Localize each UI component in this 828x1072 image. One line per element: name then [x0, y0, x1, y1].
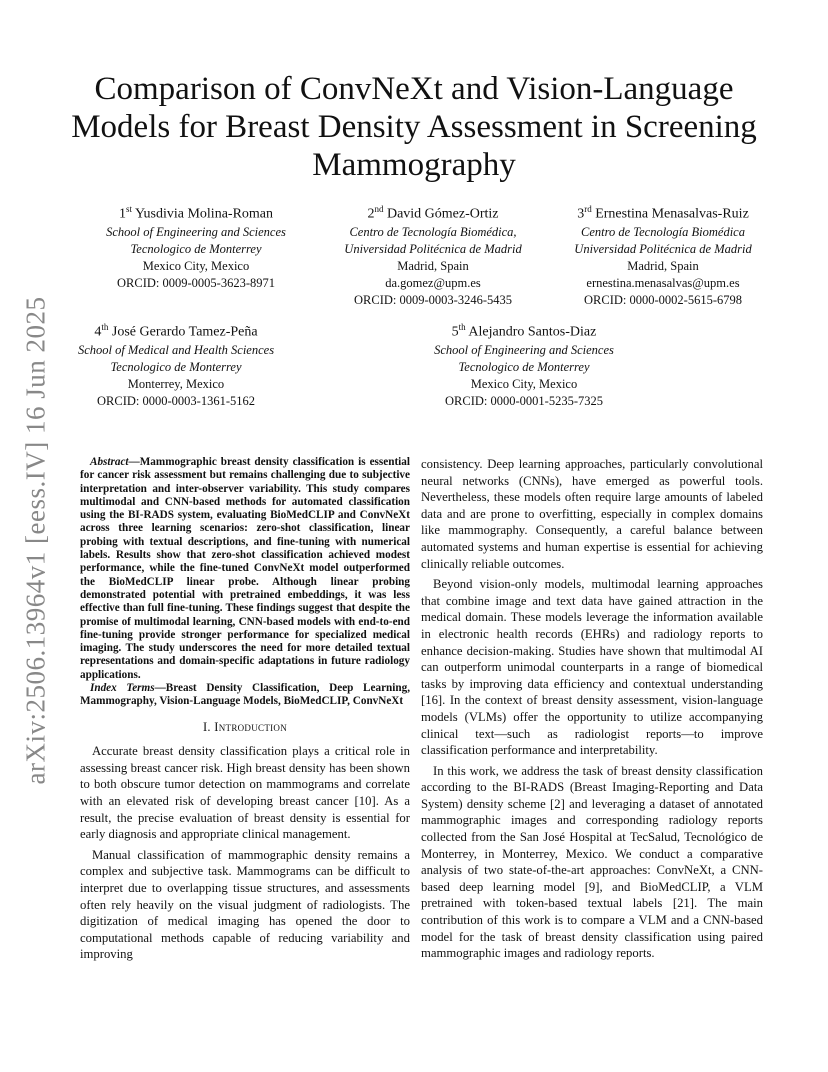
author-orcid: ORCID: 0009-0003-3246-5435 — [354, 292, 512, 307]
author-location: Monterrey, Mexico — [127, 376, 225, 391]
author-name: 4th José Gerardo Tamez-Peña — [94, 322, 258, 340]
author-location: Mexico City, Mexico — [142, 258, 250, 273]
author-institution: Universidad Politécnica de Madrid — [344, 241, 522, 256]
paragraph: In this work, we address the task of breast density classification according to the BI-RADS (Breast Imaging-Reporting and Data System) density scheme [2] and leveraging a dataset of annotated mammographic images and corresponding radiology reports collected from the San José Hospital at TecSalud, Tecnológico de Monterrey, in Monterrey, Mexico. We conduct a comparative analysis of two state-of-the-art approaches: ConvNeXt, a CNN-based deep learning model [9], and BioMedCLIP, a VLM pretrained with token-based textual labels [21]. The main contribution of this work is to compare a VLM and a CNN-based model for the task of breast density classification using paired mammographic images and radiology reports. — [421, 763, 763, 961]
author-institution: Tecnologico de Monterrey — [130, 241, 262, 256]
author-affiliation: Centro de Tecnología Biomédica, — [349, 224, 517, 239]
author-orcid: ORCID: 0000-0002-5615-6798 — [584, 292, 742, 307]
paragraph: Beyond vision-only models, multimodal learning approaches that combine image and text data have gained attraction in the medical domain. These models leverage the information available in electronic health records (EHRs) and radiology reports to enhance decision-making. Studies have shown that multimodal AI can outperform unimodal counterparts in a range of biomedical tasks by improving data efficiency and contextual understanding [16]. In the context of breast density assessment, vision-language models (VLMs) offer the opportunity to utilize accompanying clinical text—such as radiologist reports—to improve classification performance and interpretability. — [421, 577, 763, 758]
right-column — [421, 456, 763, 966]
author-orcid: ORCID: 0009-0005-3623-8971 — [117, 275, 275, 290]
author-orcid: ORCID: 0000-0001-5235-7325 — [445, 393, 603, 408]
abstract-text: —Mammographic breast density classification is essential for cancer risk assessment but remains challenging due to subjective interpretation and inter-observer variability. This study compares multimodal and CNN-based methods for automated classification using the BI-RADS system, evaluating BioMedCLIP and ConvNeXt across three learning scenarios: zero-shot classification, linear probing with textual descriptions, and fine-tuning with numerical labels. Results show that zero-shot classification achieved modest performance, while the fine-tuned ConvNeXt model outperformed the BioMedCLIP linear probe. Although linear probing demonstrated potential with pretrained embeddings, it was less effective than full fine-tuning. These findings suggest that despite the promise of multimodal learning, CNN-based models with end-to-end fine-tuning provide stronger performance for specialized medical imaging. The study underscores the need for more detailed textual representations and domain-specific adaptations in future radiology applications. — [80, 456, 410, 681]
paragraph: Accurate breast density classification plays a critical role in assessing breast cancer risk. High breast density has been shown to both obscure tumor detection on mammograms and correlate with an elevated risk of developing breast cancer [10]. As a result, the precise evaluation of breast density is essential for early diagnosis and appropriate clinical management. — [80, 744, 410, 842]
author-name: 1st Yusdivia Molina-Roman — [118, 204, 274, 222]
author-location: Mexico City, Mexico — [470, 376, 578, 391]
author-email[interactable]: da.gomez@upm.es — [385, 275, 481, 290]
index-terms — [80, 682, 410, 709]
abstract — [80, 456, 410, 682]
author-5 — [408, 318, 640, 410]
author-affiliation: School of Engineering and Sciences — [434, 342, 614, 357]
arxiv-id-text: arXiv:2506.13964v1 [eess.IV] 16 Jun 2025 — [20, 296, 51, 784]
author-name: 5th Alejandro Santos-Diaz — [451, 322, 597, 340]
paragraph: Manual classification of mammographic density remains a complex and subjective task. Mammograms can be difficult to interpret due to overlapping tissue structures, and assessments often rely heavily on the visual judgment of radiologists. The digitization of medical imaging has opened the door to computational methods capable of reducing variability and improving — [80, 847, 410, 962]
author-institution: Tecnologico de Monterrey — [110, 359, 242, 374]
author-institution: Universidad Politécnica de Madrid — [574, 241, 752, 256]
paper-title: Comparison of ConvNeXt and Vision-Language Models for Breast Density Assessment in Screening Mammography — [71, 71, 757, 183]
author-name: 2nd David Gómez-Ortiz — [367, 204, 499, 222]
author-4 — [60, 318, 292, 410]
author-institution: Tecnologico de Monterrey — [458, 359, 590, 374]
author-affiliation: School of Medical and Health Sciences — [77, 342, 275, 357]
author-3 — [548, 200, 778, 309]
paragraph: consistency. Deep learning approaches, particularly convolutional neural networks (CNNs), have emerged as powerful tools. Nevertheless, these models often require large amounts of labeled data and are prone to overfitting, especially in complex domains like mammography. Consequently, a careful balance between automated systems and human expertise is essential for achieving clinically reliable outcomes. — [421, 457, 763, 571]
author-affiliation: School of Engineering and Sciences — [106, 224, 286, 239]
author-location: Madrid, Spain — [627, 258, 699, 273]
index-terms-text: —Breast Density Classification, Deep Learning, Mammography, Vision-Language Models, BioMedCLIP, ConvNeXt — [80, 682, 410, 708]
author-2 — [318, 200, 548, 309]
author-1 — [82, 200, 310, 292]
author-email[interactable]: ernestina.menasalvas@upm.es — [586, 275, 740, 290]
section-heading: I. Introduction — [202, 719, 288, 734]
abstract-label: Abstract — [90, 456, 129, 468]
author-name: 3rd Ernestina Menasalvas-Ruiz — [577, 204, 749, 222]
author-affiliation: Centro de Tecnología Biomédica — [581, 224, 745, 239]
author-orcid: ORCID: 0000-0003-1361-5162 — [97, 393, 255, 408]
left-column — [80, 456, 410, 967]
arxiv-identifier — [20, 296, 52, 784]
index-terms-label: Index Terms — [90, 682, 155, 695]
author-location: Madrid, Spain — [397, 258, 469, 273]
